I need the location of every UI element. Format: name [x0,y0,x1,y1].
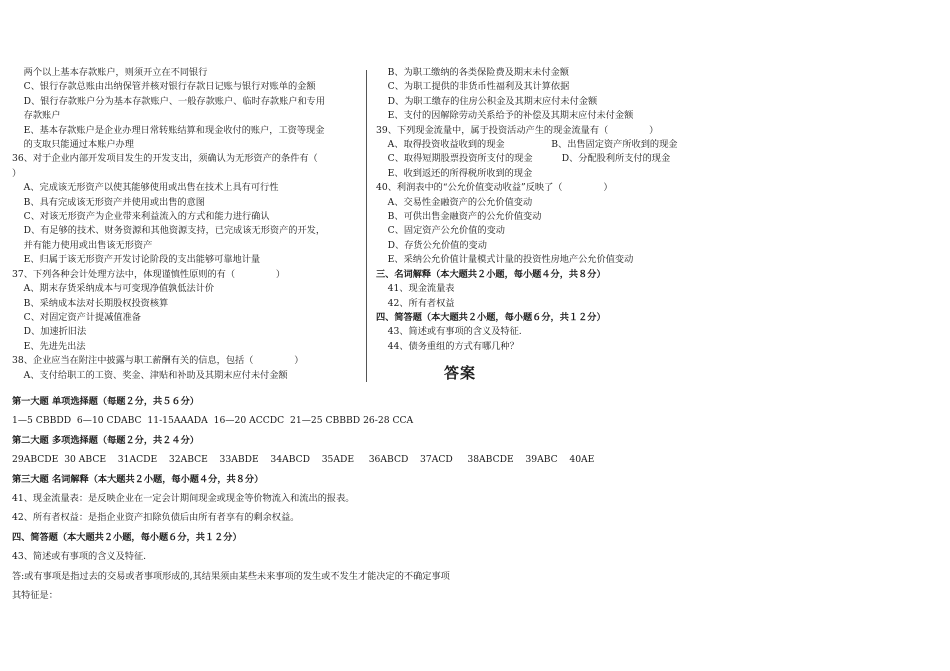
left-column-line: B、采纳成本法对长期股权投资核算 [12,297,169,309]
right-column-line: D、为职工缴存的住房公积金及其期末应付未付金额 [376,95,598,107]
left-column-line: C、对固定资产计提减值准备 [12,311,141,323]
right-column-line: C、固定资产公允价值的变动 [376,225,505,237]
left-column-line: 并有能力使用或出售该无形资产 [12,239,153,251]
left-column-line: 的支取只能通过本账户办理 [12,139,134,151]
right-column-line: 39、下列现金流量中，属于投资活动产生的现金流量有（ ） [376,124,659,136]
left-column-line: E、先进先出法 [12,340,86,352]
answers-line: 第三大题 名词解释（本大题共２小题，每小题４分，共８分） [12,473,264,485]
right-column-line: E、收到返还的所得税所收到的现金 [376,167,533,179]
answers-line: 答:或有事项是指过去的交易或者事项形成的,其结果须由某些未来事项的发生或不发生才能决定的不确定事项 [12,570,450,582]
answers-line: 第二大题 多项选择题（每题２分，共２４分） [12,434,199,446]
right-column-line: A、交易性金融资产的公允价值变动 [376,196,533,208]
left-column-line: 37、下列各种会计处理方法中，体现谨慎性原则的有（ ） [12,268,286,280]
left-column [12,66,358,383]
answers-line: 29ABCDE 30 ABCE 31ACDE 32ABCE 33ABDE 34ABCD 35ADE 36ABCD 37ACD 38ABCDE 39ABC 40AE [12,454,595,466]
left-column-line: D、有足够的技术、财务资源和其他资源支持，已完成该无形资产的开发， [12,225,326,237]
right-column-line: 40、利润表中的“公允价值变动收益”反映了（ ） [376,182,613,194]
left-column-line: C、银行存款总账由出纳保管并核对银行存款日记账与银行对账单的金额 [12,81,316,93]
right-column-line: 43、简述或有事项的含义及特征. [376,326,522,338]
answers-line: 43、简述或有事项的含义及特征. [12,551,147,563]
right-column-line: 四、简答题（本大题共２小题，每小题６分，共１２分） [376,311,606,323]
right-column-line: 42、所有者权益 [376,297,455,309]
left-column-line: 存款账户 [12,110,61,122]
right-column-line: C、为职工提供的非货币性福利及其计算依据 [376,81,570,93]
answers-line: 其特征是： [12,589,58,601]
left-column-line: D、银行存款账户分为基本存款账户、一般存款账户、临时存款账户和专用 [12,95,326,107]
right-column-line: 44、债务重组的方式有哪几种？ [376,340,519,352]
right-column-line: C、取得短期股票投资所支付的现金 D、分配股利所支付的现金 [376,153,671,165]
right-column-line: D、存货公允价值的变动 [376,239,487,251]
answers-line: 42、所有者权益：是指企业资产扣除负债后由所有者享有的剩余权益。 [12,512,300,524]
left-column-line: B、具有完成该无形资产并使用或出售的意图 [12,196,205,208]
left-column-line: A、期末存货采纳成本与可变现净值孰低法计价 [12,283,215,295]
right-column-line: E、支付的因解除劳动关系给予的补偿及其期末应付未付金额 [376,110,634,122]
answers-line: 41、现金流量表：是反映企业在一定会计期间现金或现金等价物流入和流出的报表。 [12,492,355,504]
left-column-line: A、完成该无形资产以使其能够使用或出售在技术上具有可行性 [12,182,279,194]
right-column-line: 41、现金流量表 [376,283,455,295]
left-column-line: 两个以上基本存款账户，则须开立在不同银行 [12,67,208,78]
right-column-line: B、可供出售金融资产的公允价值变动 [376,211,542,223]
left-column-line: D、加速折旧法 [12,326,87,338]
left-column-line: C、对该无形资产为企业带来利益流入的方式和能力进行确认 [12,211,270,223]
answer-section [12,392,932,605]
right-column-line: E、采纳公允价值计量模式计量的投资性房地产公允价值变动 [376,254,634,266]
answer-title: 答案 [444,364,477,382]
right-column [376,66,706,354]
answers-line: 第一大题 单项选择题（每题２分，共５６分） [12,396,199,407]
right-column-line: B、为职工缴纳的各类保险费及期末未付金额 [376,67,569,78]
right-column-line: 三、名词解释（本大题共２小题，每小题４分，共８分） [376,268,606,280]
left-column-line: A、支付给职工的工资、奖金、津贴和补助及其期末应付未付金额 [12,369,288,381]
left-column-line: 38、企业应当在附注中披露与职工薪酬有关的信息，包括（ ） [12,355,304,367]
column-divider [366,70,367,382]
left-column-line: 36、对于企业内部开发项目发生的开发支出，须确认为无形资产的条件有（ [12,153,318,165]
answers-line: 四、简答题（本大题共２小题，每小题６分，共１２分） [12,531,242,543]
left-column-line: E、归属于该无形资产开发讨论阶段的支出能够可靠地计量 [12,254,261,266]
right-column-line: A、取得投资收益收到的现金 B、出售固定资产所收到的现金 [376,139,678,151]
answers-line: 1—5 CBBDD 6—10 CDABC 11-15AAADA 16—20 ACCDC 21—25 CBBBD 26-28 CCA [12,415,414,427]
left-column-line: ） [12,167,22,179]
left-column-line: E、基本存款账户是企业办理日常转账结算和现金收付的账户，工资等现金 [12,124,325,136]
